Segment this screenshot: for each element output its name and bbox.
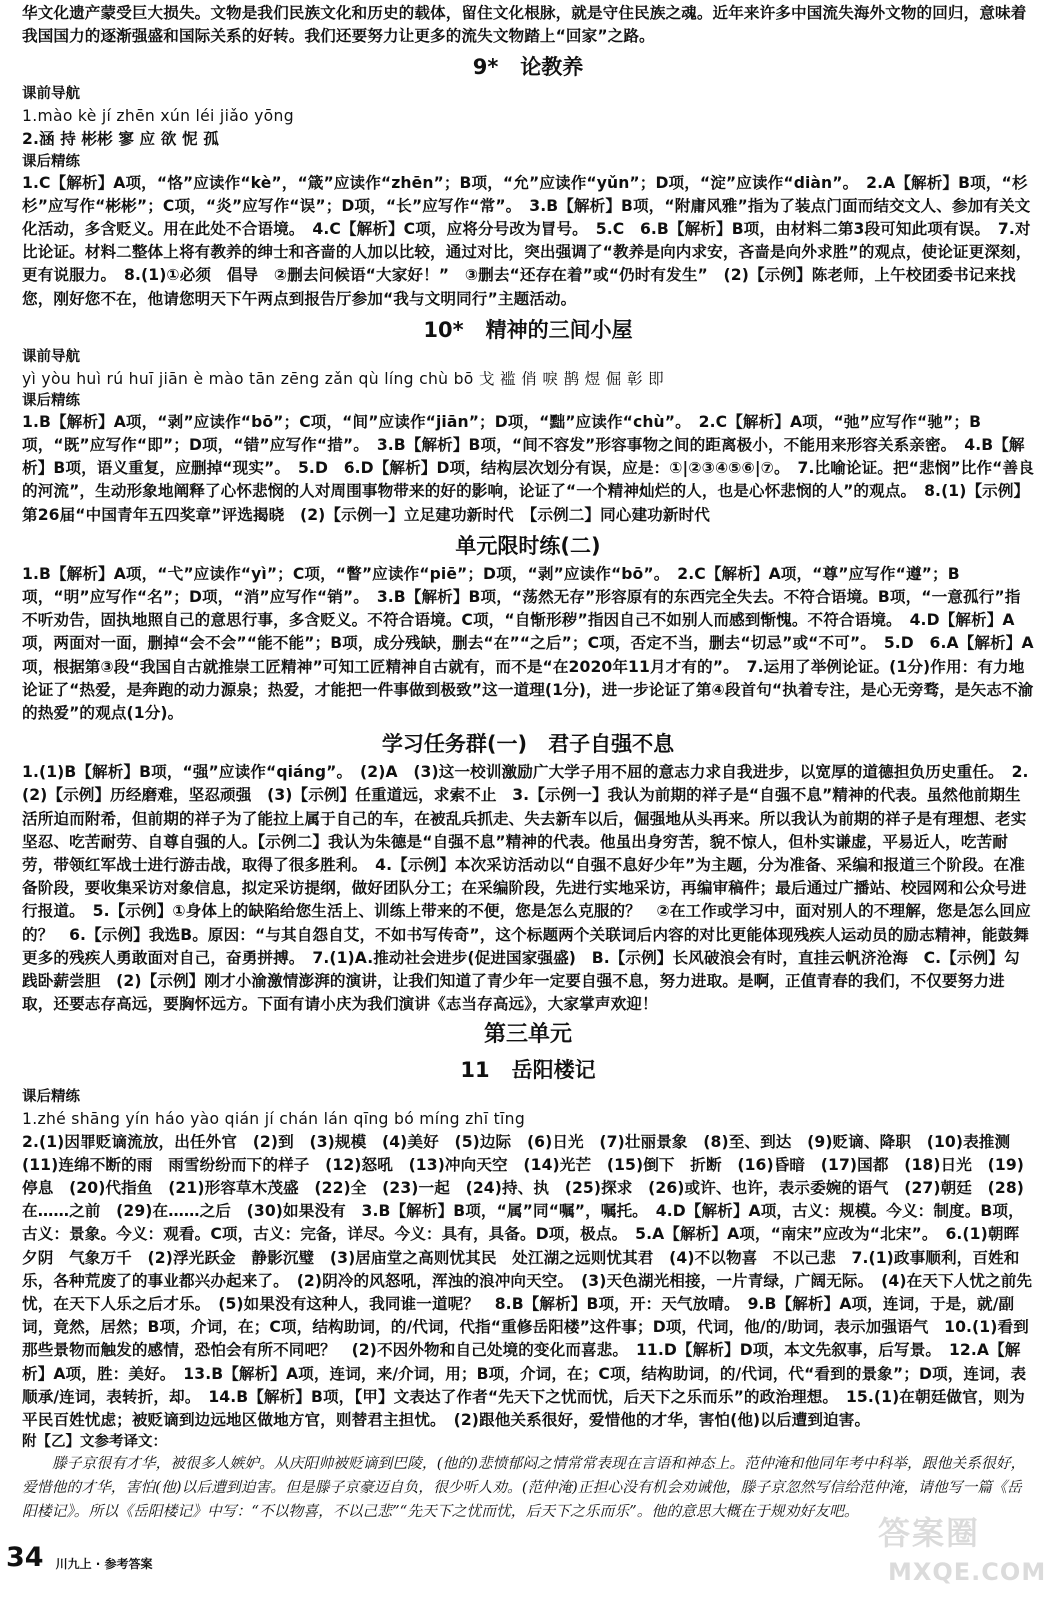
lesson-9-name: 论教养 (520, 55, 584, 80)
page-number: 34 (6, 1542, 44, 1573)
lesson-11-title (22, 1053, 1034, 1087)
unit-3-title: 第三单元 (483, 1021, 572, 1047)
appendix-translation: 滕子京很有才华，被很多人嫉妒。从庆阳帅被贬谪到巴陵，(他的)悲愤郁闷之情常常表现在言语和神态上。范仲淹和他同年考中科举，跟他关系很好，爱惜他的才华，害怕(他)以后遭到迫害。但是滕子京豪迈自负，很少听人劝。(范仲淹)正担心没有机会劝诫他，滕子京忽然写信给范仲淹，请他写一篇《岳阳楼记》。所以《岳阳楼记》中写：“不以物喜，不以己悲”“先天下之忧而忧，后天下之乐而乐”。他的意思大概在于规劝好友吧。 (22, 1455, 1026, 1521)
lesson-10-number: 10* (423, 317, 464, 342)
lesson-10-answers: 1.B【解析】A项，“剥”应读作“bō”；C项，“间”应读作“jiān”；D项，“黜”应读作“chù”。 2.C【解析】A项，“弛”应写作“驰”；B项，“既”应写作“即”；D项，“错”应写作“措”。 3.B【解析】B项，“间不容发”形容事物之间的距离极小，不能用来形容关系亲密。 4.B【解析】B项，语义重复，应删掉“现实”。 5.D 6.D【解析】D项，结构层次划分有误，应是：①|②③④⑤⑥|⑦。 7.比喻论证。把“悲悯”比作“善良的河流”，生动形象地阐释了心怀悲悯的人对周围事物带来的好的影响，论证了“一个精神灿烂的人，也是心怀悲悯的人”的观点。 8.(1)【示例】第26届“中国青年五四奖章”评选揭晓 (2)【示例一】立足建功新时代 【示例二】同心建功新时代 (22, 412, 1034, 524)
lesson-10-pre-label: 课前导航 (22, 348, 80, 365)
lesson-11-number: 11 (460, 1057, 490, 1082)
lesson-11-answers: 2.(1)因罪贬谪流放，出任外官 (2)到 (3)规模 (4)美好 (5)边际 (6)日光 (7)壮丽景象 (8)至、到达 (9)贬谪、降职 (10)表推测 (11)连绵不断的雨 雨雪纷纷而下的样子 (12)怒吼 (13)冲向天空 (14)光芒 (15)倒下 折断 (16)昏暗 (17)国都 (18)日光 (19)停息 (20)代指鱼 (21)形容草木茂盛 (22)全 (23)一起 (24)持、执 (25)探求 (26)或许、也许，表示委婉的语气 (27)朝廷 (28)在……之前 (29)在……之后 (30)如果没有 3.B【解析】B项，“属”同“嘱”，嘱托。 4.D【解析】A项，古义：规模。今义：制度。B项，古义：景象。今义：观看。C项，古义：完备，详尽。今义：具有，具备。D项，极点。 5.A【解析】A项，“南宋”应改为“北宋”。 6.(1)朝晖夕阴 气象万千 (2)浮光跃金 静影沉璧 (3)居庙堂之高则忧其民 处江湖之远则忧其君 (4)不以物喜 不以己悲 7.(1)政事顺利，百姓和乐，各种荒废了的事业都兴办起来了。 (2)阴冷的风怒吼，浑浊的浪冲向天空。 (3)天色湖光相接，一片青绿，广阔无际。 (4)在天下人忧之前先忧，在天下人乐之后才乐。 (5)如果没有这种人，我同谁一道呢？ 8.B【解析】B项，开：天气放晴。 9.B【解析】A项，连词，于是，就/副词，竟然，居然；B项，介词，在；C项，结构助词，的/代词，代指“重修岳阳楼”这件事；D项，代词，他/的/助词，表示加强语气 10.(1)看到那些景物而触发的感情，恐怕会有所不同吧？ (2)不因外物和自己处境的变化而喜悲。 11.D【解析】D项，本文先叙事，后写景。 12.A【解析】A项，胜：美好。 13.B【解析】A项，连词，来/介词，用；B项，介词，在；C项，结构助词，的/代词，代“看到的景象”；D项，连词，表顺承/连词，表转折，却。 14.B【解析】B项，【甲】文表达了作者“先天下之忧而忧，后天下之乐而乐”的政治理想。 15.(1)在朝廷做官，则为平民百姓忧虑；被贬谪到边远地区做地方官，则替君主担忧。 (2)跟他关系很好，爱惜他的才华，害怕(他)以后遭到迫害。 (22, 1132, 1033, 1429)
intro-paragraph: 华文化遗产蒙受巨大损失。文物是我们民族文化和历史的载体，留住文化根脉，就是守住民族之魂。近年来许多中国流失海外文物的回归，意味着我国国力的逐渐强盛和国际关系的好转。我们还要努力让更多的流失文物踏上“回家”之路。 (22, 4, 1027, 46)
unit-2-test-answers: 1.B【解析】A项，“弋”应读作“yì”；C项，“瞥”应读作“piē”；D项，“剥”应读作“bō”。 2.C【解析】A项，“尊”应写作“遵”；B项，“明”应写作“名”；D项，“消”应写作“销”。 3.B【解析】B项，“荡然无存”形容原有的东西完全失去。不符合语境。B项，“一意孤行”指不听劝告，固执地照自己的意思行事，多含贬义。不符合语境。C项，“自惭形秽”指因自己不如别人而感到惭愧。不符合语境。 4.D【解析】A项，两面对一面，删掉“会不会”“能不能”；B项，成分残缺，删去“在”“之后”；C项，否定不当，删去“切忌”或“不可”。 5.D 6.A【解析】A项，根据第③段“我国自古就推崇工匠精神”可知工匠精神自古就有，而不是“在2020年11月才有的”。 7.运用了举例论证。(1分)作用：有力地论证了“热爱，是奔跑的动力源泉；热爱，才能把一件事做到极致”这一道理(1分)，进一步论证了第④段首句“执着专注，是心无旁骛，是矢志不渝的热爱”的观点(1分)。 (22, 564, 1034, 723)
watermark-logo: 答案圈 (878, 1514, 981, 1552)
answer-page (22, 0, 1034, 1524)
watermark (878, 1508, 1046, 1594)
lesson-9-number: 9* (472, 55, 499, 80)
lesson-9-post-label: 课后精练 (22, 153, 80, 170)
lesson-9-chars: 2.涵 持 彬彬 寥 应 欲 怩 孤 (22, 130, 219, 149)
lesson-10-title (22, 313, 1034, 347)
task-group-1-answers: 1.(1)B【解析】B项，“强”应读作“qiáng”。 (2)A (3)这一校训激励广大学子用不屈的意志力求自我进步，以宽厚的道德担负历史重任。 2.(2)【示例】历经磨难，坚忍顽强 (3)【示例】任重道远，求索不止 3.【示例一】我认为前期的祥子是“自强不息”精神的代表。虽然他前期生活所迫而附希，但前期的祥子为了能拉上属于自己的车，在被乱兵抓走、失去新车以后，倔强地从头再来。所以我认为前期的祥子是有理想、老实坚忍、吃苦耐劳、自尊自强的人。【示例二】我认为朱德是“自强不息”精神的代表。他虽出身穷苦，貌不惊人，但朴实谦虚，平易近人，吃苦耐劳，带领红军战士进行游击战，取得了很多胜利。 4.【示例】本次采访活动以“自强不息好少年”为主题，分为准备、采编和报道三个阶段。在准备阶段，要收集采访对象信息，拟定采访提纲，做好团队分工；在采编阶段，先进行实地采访，再编审稿件；最后通过广播站、校园网和公众号进行报道。 5.【示例】①身体上的缺陷给您生活上、训练上带来的不便，您是怎么克服的？ ②在工作或学习中，面对别人的不理解，您是怎么回应的？ 6.【示例】我选B。原因：“与其自怨自艾，不如书写传奇”，这个标题两个关联词后内容的对比更能体现残疾人运动员的励志精神，能鼓舞更多的残疾人勇敢面对自己，奋勇拼搏。 7.(1)A.推动社会进步(促进国家强盛) B.【示例】长风破浪会有时，直挂云帆济沧海 C.【示例】勾践卧薪尝胆 (2)【示例】刚才小渝激情澎湃的演讲，让我们知道了青少年一定要自强不息，努力进取。是啊，正值青春的我们，不仅要努力进取，还要志存高远，要胸怀远方。下面有请小庆为我们演讲《志当存高远》，大家掌声欢迎！ (22, 763, 1031, 1014)
lesson-10-post-label: 课后精练 (22, 392, 80, 409)
footer-tag: 川九上 · 参考答案 (55, 1557, 153, 1571)
lesson-11-post-label: 课后精练 (22, 1088, 80, 1105)
lesson-9-answers: 1.C【解析】A项，“恪”应读作“kè”，“箴”应读作“zhēn”；B项，“允”应读作“yǔn”；D项，“淀”应读作“diàn”。 2.A【解析】B项，“杉杉”应写作“彬彬”；C项，“炎”应写作“误”；D项，“长”应写作“常”。 3.B【解析】B项，“附庸风雅”指为了装点门面而结交文人、参加有关文化活动，多含贬义。用在此处不合语境。 4.C【解析】C项，应将分号改为冒号。 5.C 6.B【解析】B项，由材料二第3段可知此项有误。 7.对比论证。材料二整体上将有教养的绅士和吝啬的人加以比较，通过对比，突出强调了“教养是向内求安，吝啬是向外求胜”的观点，使论证更深刻，更有说服力。 8.(1)①必须 倡导 ②删去问候语“大家好！” ③删去“还存在着”或“仍时有发生” (2)【示例】陈老师，上午校团委书记来找您，刚好您不在，他请您明天下午两点到报告厅参加“我与文明同行”主题活动。 (22, 173, 1032, 308)
lesson-9-title (22, 50, 1034, 84)
lesson-10-pinyin: yì yòu huì rú huī jiān è mào tān zēng zǎn qù líng chù bō 戈 褴 俏 唳 鹊 煜 倔 彰 即 (22, 369, 664, 388)
lesson-9-pre-label: 课前导航 (22, 86, 80, 103)
lesson-9-pinyin: 1.mào kè jí zhēn xún léi jiǎo yōng (22, 107, 294, 126)
page-footer (6, 1543, 153, 1573)
unit-2-test-title: 单元限时练(二) (455, 533, 601, 558)
lesson-11-name: 岳阳楼记 (511, 1057, 596, 1082)
task-group-1-title: 学习任务群(一) 君子自强不息 (381, 732, 675, 757)
lesson-11-pinyin: 1.zhé shāng yín háo yào qián jí chán lán qīng bó míng zhī tīng (22, 1109, 526, 1128)
watermark-site: MXQE.COM (888, 1558, 1047, 1586)
appendix-label: 附【乙】文参考译文： (22, 1434, 167, 1451)
lesson-10-name: 精神的三间小屋 (485, 317, 633, 342)
